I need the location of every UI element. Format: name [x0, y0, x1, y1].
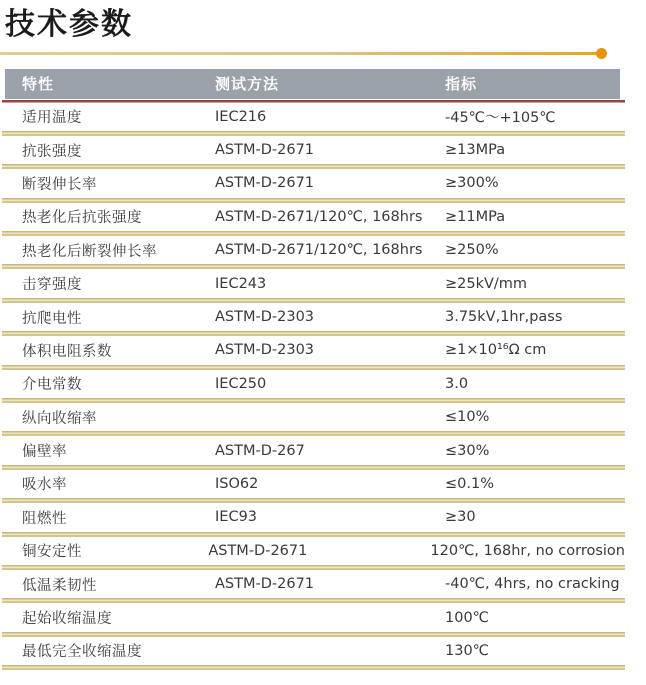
- cell-value: ≥250%: [445, 242, 499, 259]
- cell-property: 介电常数: [22, 377, 82, 394]
- cell-method: IEC216: [215, 108, 267, 125]
- title-rule-line: [0, 52, 597, 55]
- cell-value: -40℃, 4hrs, no cracking: [445, 576, 620, 593]
- table-row: [2, 503, 625, 531]
- cell-value: 100℃: [445, 609, 489, 626]
- cell-value: 130℃: [445, 642, 489, 659]
- cell-method: ASTM-D-2671/120℃, 168hrs: [215, 208, 423, 225]
- cell-property: 阻燃性: [22, 510, 67, 527]
- cell-property: 断裂伸长率: [22, 176, 97, 193]
- table-row: [2, 303, 625, 331]
- table-row: [2, 537, 625, 565]
- table-row: [2, 403, 625, 431]
- cell-method: ASTM-D-2303: [215, 309, 315, 326]
- cell-method: ISO62: [215, 475, 259, 492]
- cell-method: ASTM-D-2671: [215, 576, 315, 593]
- cell-property: 击穿强度: [22, 277, 82, 294]
- cell-property: 体积电阻系数: [22, 343, 112, 360]
- cell-property: 起始收缩温度: [22, 611, 112, 628]
- cell-value: ≥11MPa: [445, 208, 506, 225]
- cell-value: -45℃～+105℃: [445, 110, 556, 127]
- cell-method: IEC250: [215, 375, 267, 392]
- table-row: [2, 637, 625, 665]
- table-row: [2, 136, 625, 164]
- page-title: 技术参数: [5, 7, 133, 42]
- cell-property: 吸水率: [22, 477, 67, 494]
- table-body: [2, 103, 625, 671]
- cell-value: 3.75kV,1hr,pass: [445, 309, 563, 326]
- cell-value: ≤10%: [445, 409, 490, 426]
- row-separator: [2, 665, 625, 670]
- table-row: [2, 203, 625, 231]
- cell-method: ASTM-D-2671: [215, 175, 315, 192]
- cell-property: 适用温度: [22, 110, 82, 127]
- cell-value: ≥25kV/mm: [445, 275, 528, 292]
- cell-value: 120℃, 168hr, no corrosion: [430, 542, 625, 559]
- header-col-method: 测试方法: [215, 75, 280, 93]
- table-row: [2, 336, 625, 364]
- cell-property: 热老化后断裂伸长率: [22, 243, 157, 260]
- header-col-property: 特性: [22, 75, 55, 93]
- title-rule: [0, 48, 607, 60]
- table-row: [2, 269, 625, 297]
- cell-method: IEC93: [215, 509, 258, 526]
- cell-method: ASTM-D-267: [215, 442, 305, 459]
- cell-property: 铜安定性: [22, 544, 82, 561]
- cell-method: ASTM-D-2671: [208, 542, 308, 559]
- cell-property: 低温柔韧性: [22, 577, 97, 594]
- cell-property: 热老化后抗张强度: [22, 210, 142, 227]
- cell-method: ASTM-D-2671/120℃, 168hrs: [215, 242, 423, 259]
- cell-property: 偏壁率: [22, 444, 67, 461]
- table-row: [2, 603, 625, 631]
- header-col-spec: 指标: [445, 75, 478, 93]
- cell-method: ASTM-D-2671: [215, 142, 315, 159]
- table-row: [2, 470, 625, 498]
- table-row: [2, 236, 625, 264]
- table-row: [2, 169, 625, 197]
- cell-value: ≥300%: [445, 175, 499, 192]
- cell-value: ≥30: [445, 509, 476, 526]
- cell-value: ≤30%: [445, 442, 490, 459]
- cell-property: 抗张强度: [22, 143, 82, 160]
- title-rule-dot-icon: [596, 48, 607, 59]
- cell-property: 抗爬电性: [22, 310, 82, 327]
- cell-value: ≥13MPa: [445, 142, 506, 159]
- table-row: [2, 370, 625, 398]
- cell-value: 3.0: [445, 375, 469, 392]
- cell-value: ≥1×10¹⁶Ω cm: [445, 342, 547, 359]
- table-row: [2, 103, 625, 131]
- cell-property: 最低完全收缩温度: [22, 644, 142, 661]
- cell-method: ASTM-D-2303: [215, 342, 315, 359]
- cell-property: 纵向收缩率: [22, 410, 97, 427]
- table-row: [2, 570, 625, 598]
- table-row: [2, 436, 625, 464]
- cell-method: IEC243: [215, 275, 267, 292]
- table-header: [5, 69, 620, 99]
- cell-value: ≤0.1%: [445, 475, 494, 492]
